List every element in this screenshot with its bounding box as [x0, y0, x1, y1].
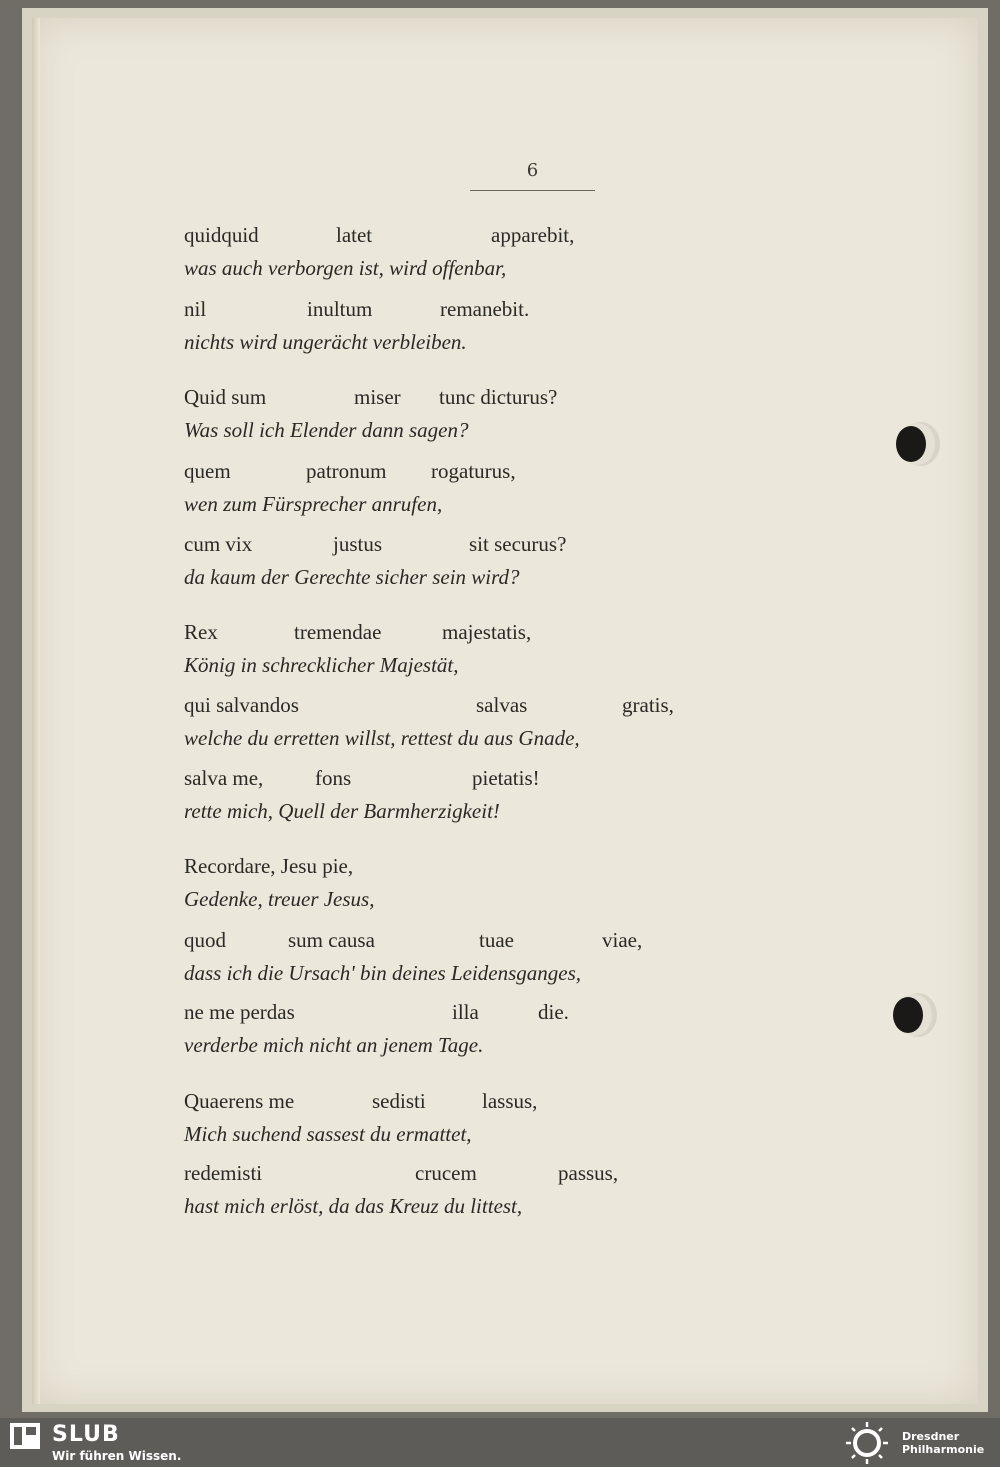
page-number: 6 — [526, 160, 539, 181]
page-binding-edge — [32, 18, 40, 1404]
latin-word: quod — [184, 928, 226, 952]
latin-word: patronum — [306, 459, 387, 483]
latin-word: salva me, — [184, 766, 264, 790]
latin-word: tremendae — [294, 620, 382, 644]
latin-word: Recordare, Jesu pie, — [184, 854, 354, 878]
german-line: da kaum der Gerechte sicher sein wird? — [184, 565, 520, 589]
german-line: rette mich, Quell der Barmherzigkeit! — [184, 799, 500, 823]
german-line: was auch verborgen ist, wird offenbar, — [184, 256, 507, 280]
slub-tagline: Wir führen Wissen. — [52, 1449, 182, 1463]
page-number-rule — [470, 190, 595, 191]
latin-word: gratis, — [622, 693, 674, 717]
latin-word: quidquid — [184, 223, 259, 247]
latin-word: sit securus? — [469, 532, 567, 556]
latin-word: quem — [184, 459, 231, 483]
dresdner-philharmonie-line2: Philharmonie — [902, 1443, 985, 1456]
german-line: hast mich erlöst, da das Kreuz du littest, — [184, 1194, 523, 1218]
dresdner-philharmonie-name — [902, 1430, 984, 1456]
latin-word: pietatis! — [472, 766, 540, 790]
latin-word: remanebit. — [440, 297, 530, 321]
latin-word: redemisti — [184, 1161, 263, 1185]
latin-word: sum causa — [288, 928, 375, 952]
german-line: Was soll ich Elender dann sagen? — [184, 418, 469, 442]
latin-word: cum vix — [184, 532, 253, 556]
latin-word: miser — [354, 385, 401, 409]
latin-word: Quaerens me — [184, 1089, 295, 1113]
german-line: verderbe mich nicht an jenem Tage. — [184, 1033, 484, 1057]
latin-word: lassus, — [482, 1089, 538, 1113]
latin-word: fons — [315, 766, 352, 790]
latin-word: nil — [184, 297, 207, 321]
dresdner-philharmonie-line1: Dresdner — [902, 1430, 960, 1443]
latin-word: tunc dicturus? — [439, 385, 558, 409]
german-line: König in schrecklicher Majestät, — [184, 653, 459, 677]
latin-word: passus, — [558, 1161, 619, 1185]
slub-name: SLUB — [52, 1422, 120, 1447]
latin-word: rogaturus, — [431, 459, 516, 483]
latin-word: inultum — [307, 297, 373, 321]
slub-logo-icon — [10, 1423, 40, 1449]
german-line: nichts wird ungerächt verbleiben. — [184, 330, 467, 354]
latin-word: Rex — [184, 620, 218, 644]
latin-word: die. — [538, 1000, 569, 1024]
latin-word: majestatis, — [442, 620, 532, 644]
latin-word: ne me perdas — [184, 1000, 295, 1024]
latin-word: latet — [336, 223, 373, 247]
german-line: Gedenke, treuer Jesus, — [184, 887, 375, 911]
latin-word: viae, — [602, 928, 643, 952]
punch-hole — [893, 997, 923, 1033]
latin-word: sedisti — [372, 1089, 426, 1113]
latin-word: justus — [333, 532, 383, 556]
latin-word: illa — [452, 1000, 479, 1024]
german-line: wen zum Fürsprecher anrufen, — [184, 492, 443, 516]
latin-word: apparebit, — [491, 223, 575, 247]
latin-word: tuae — [479, 928, 514, 952]
latin-word: crucem — [415, 1161, 477, 1185]
punch-hole — [896, 426, 926, 462]
latin-word: Quid sum — [184, 385, 267, 409]
dresdner-philharmonie-logo-icon — [842, 1420, 892, 1466]
german-line: Mich suchend sassest du ermattet, — [184, 1122, 472, 1146]
latin-word: qui salvandos — [184, 693, 299, 717]
german-line: welche du erretten willst, rettest du aus Gnade, — [184, 726, 580, 750]
german-line: dass ich die Ursach' bin deines Leidensganges, — [184, 961, 582, 985]
latin-word: salvas — [476, 693, 528, 717]
